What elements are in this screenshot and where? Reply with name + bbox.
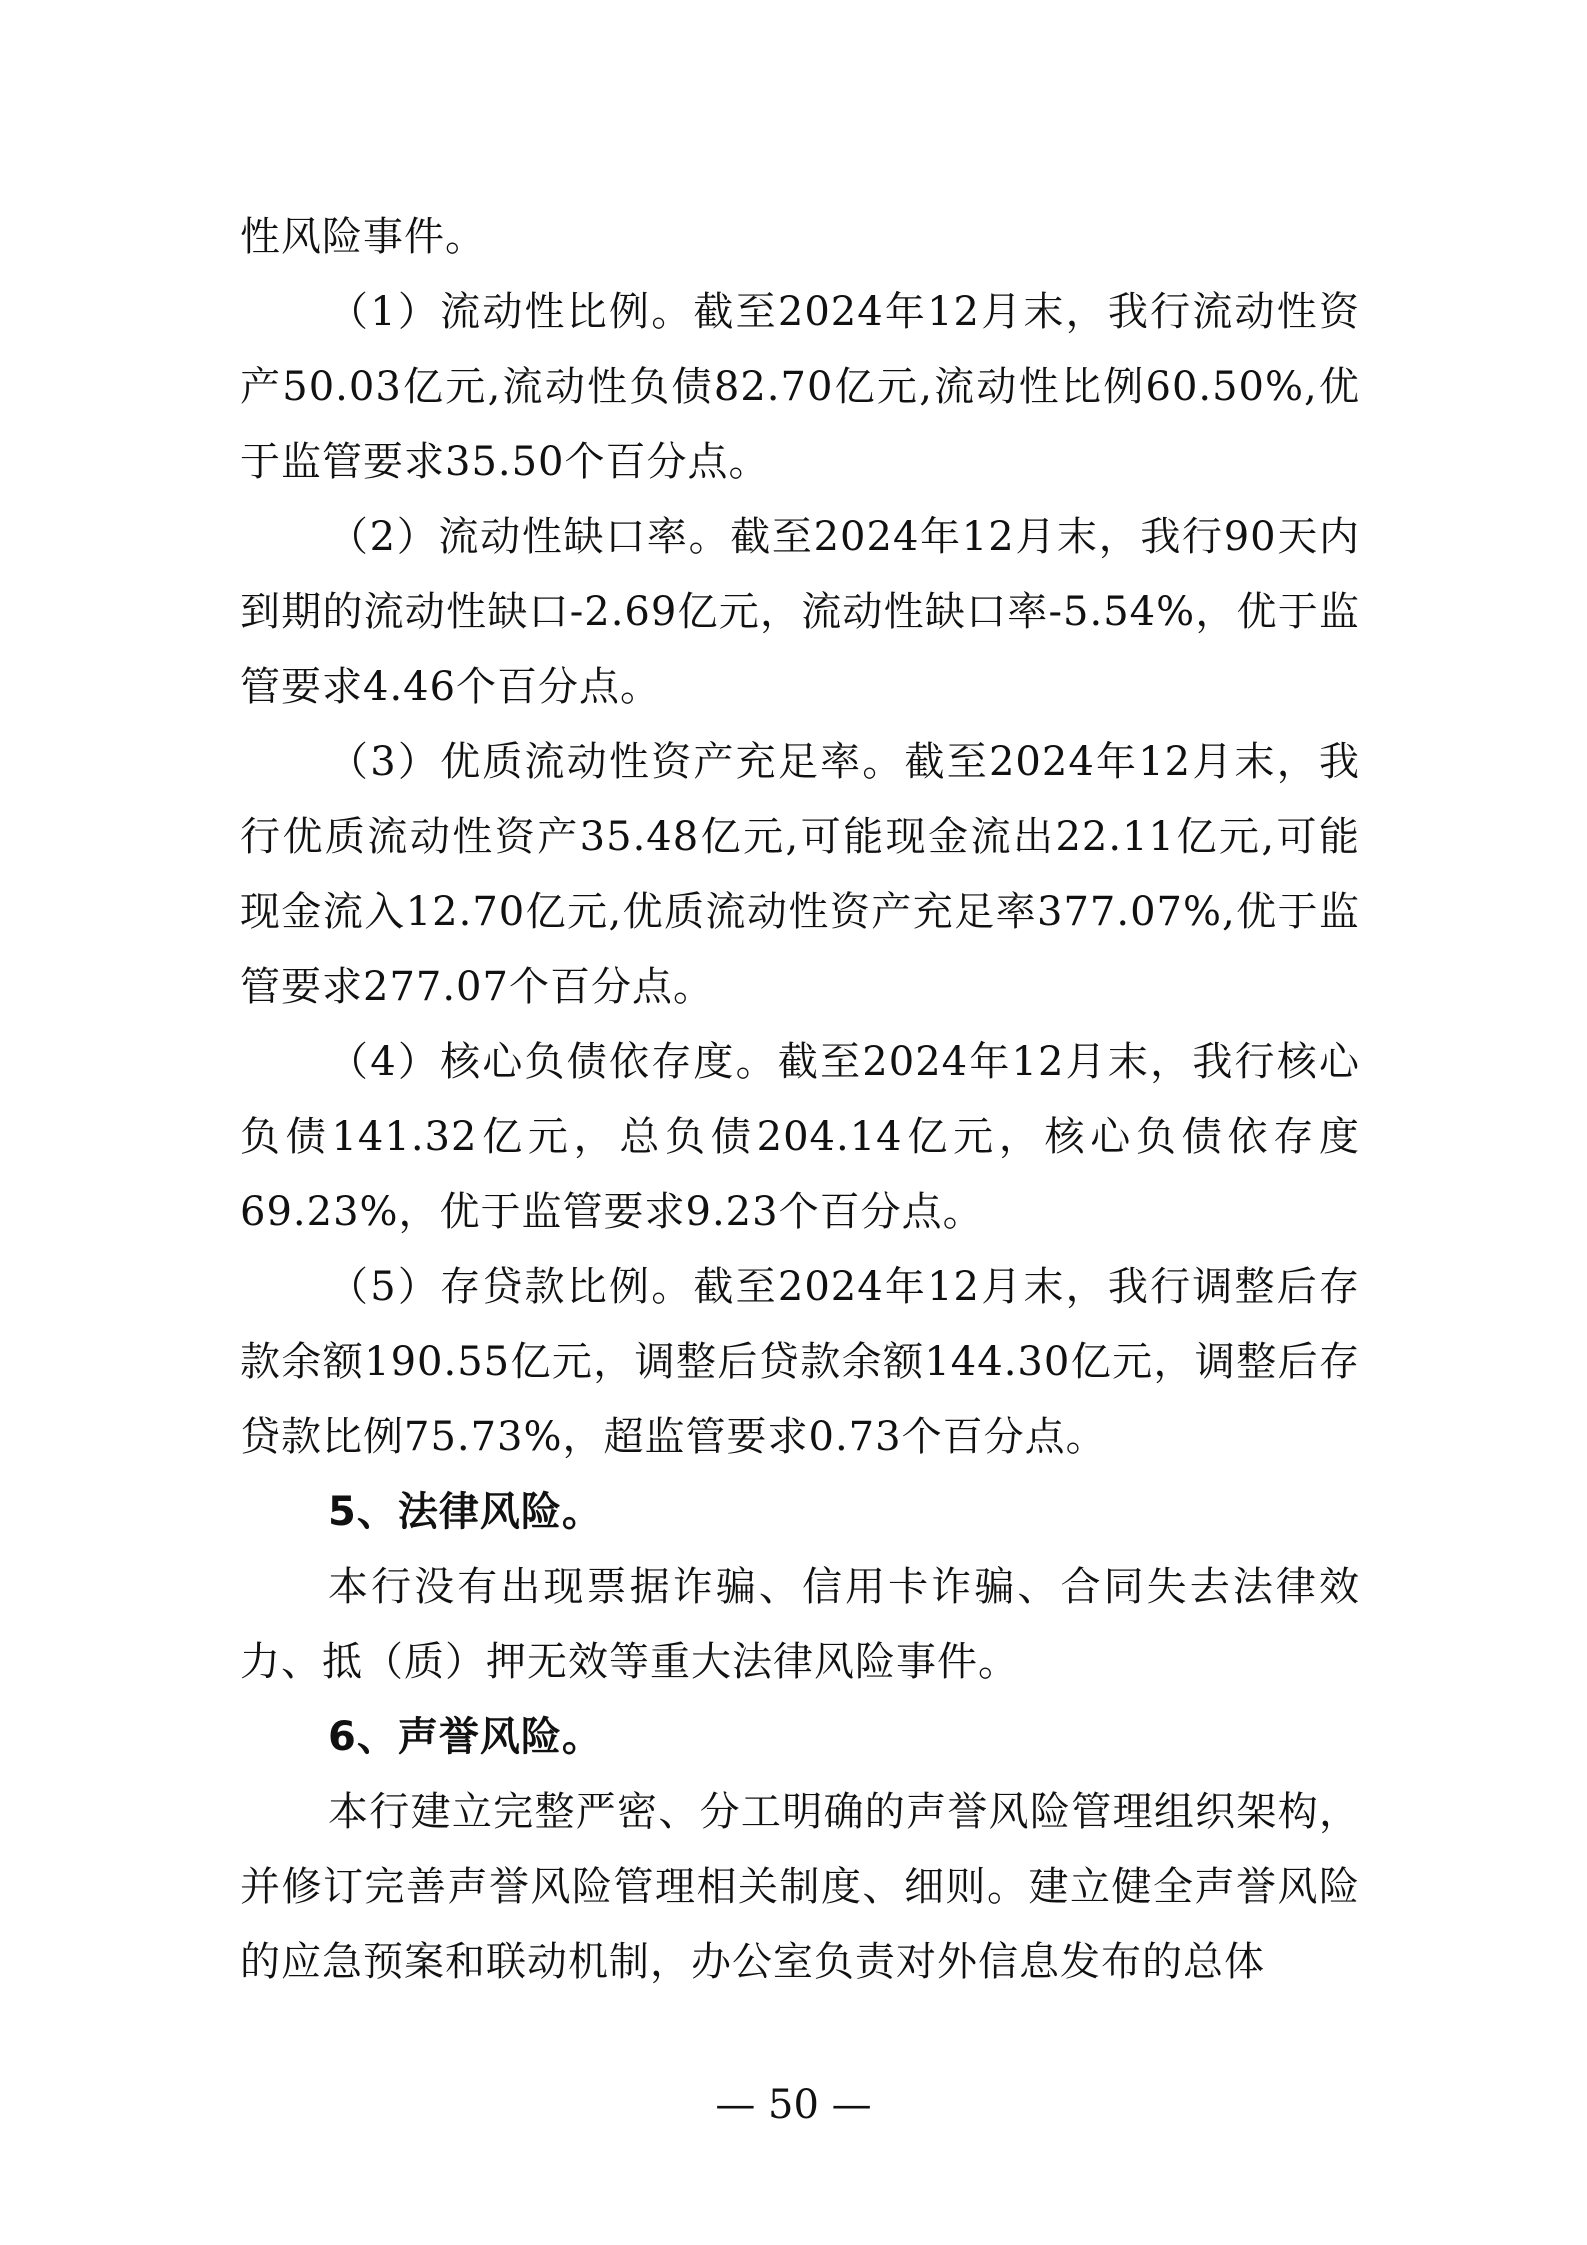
page-number: — 50 — bbox=[715, 2082, 872, 2128]
body-text bbox=[240, 200, 1360, 2000]
paragraph-loan-deposit-ratio: （5）存贷款比例。截至2024年12月末，我行调整后存款余额190.55亿元，调整后贷款余额144.30亿元，调整后存贷款比例75.73%，超监管要求0.73个百分点。 bbox=[240, 1264, 1360, 1460]
paragraph-liquidity-ratio: （1）流动性比例。截至2024年12月末，我行流动性资产50.03亿元,流动性负债82.70亿元,流动性比例60.50%,优于监管要求35.50个百分点。 bbox=[240, 289, 1360, 485]
heading-legal-risk: 5、法律风险。 bbox=[328, 1489, 603, 1535]
paragraph-liquidity-gap-ratio: （2）流动性缺口率。截至2024年12月末，我行90天内到期的流动性缺口-2.69亿元，流动性缺口率-5.54%，优于监管要求4.46个百分点。 bbox=[240, 514, 1360, 710]
paragraph-legal-risk: 本行没有出现票据诈骗、信用卡诈骗、合同失去法律效力、抵（质）押无效等重大法律风险事件。 bbox=[240, 1564, 1360, 1685]
paragraph-continuation: 性风险事件。 bbox=[240, 214, 486, 260]
heading-reputation-risk: 6、声誉风险。 bbox=[328, 1714, 603, 1760]
paragraph-core-liability-dependence: （4）核心负债依存度。截至2024年12月末，我行核心负债141.32亿元，总负债204.14亿元，核心负债依存度69.23%，优于监管要求9.23个百分点。 bbox=[240, 1039, 1360, 1235]
paragraph-hqla-adequacy-ratio: （3）优质流动性资产充足率。截至2024年12月末，我行优质流动性资产35.48亿元,可能现金流出22.11亿元,可能现金流入12.70亿元,优质流动性资产充足率377.07%,优于监管要求277.07个百分点。 bbox=[240, 739, 1360, 1010]
paragraph-reputation-risk: 本行建立完整严密、分工明确的声誉风险管理组织架构，并修订完善声誉风险管理相关制度、细则。建立健全声誉风险的应急预案和联动机制，办公室负责对外信息发布的总体 bbox=[240, 1789, 1360, 1985]
